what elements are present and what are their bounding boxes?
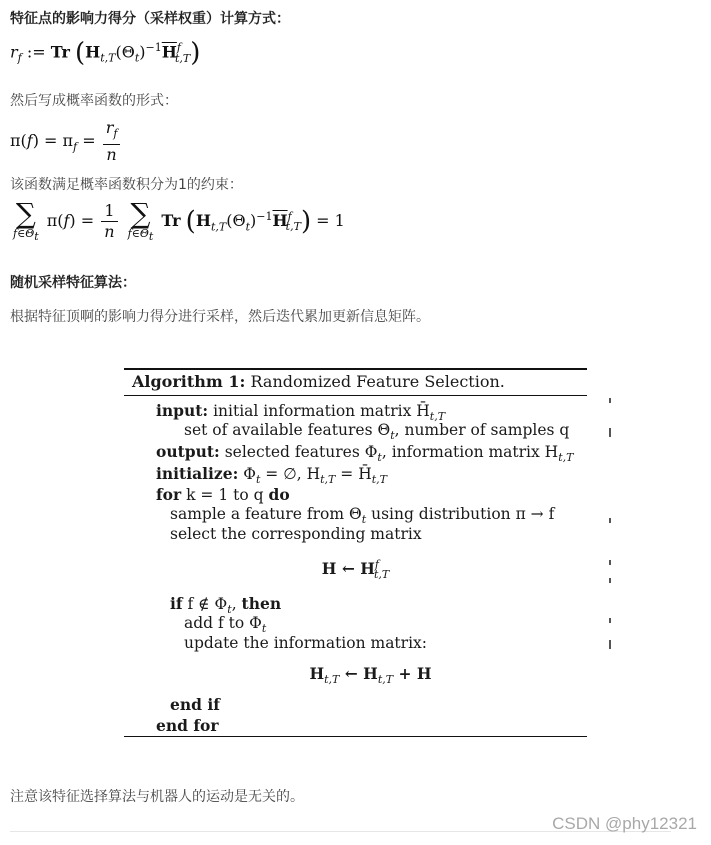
algo-if-rest: ,: [231, 595, 242, 613]
keyword-input: input:: [156, 401, 209, 420]
algo-line-for: [156, 485, 290, 504]
formula-probability: $\pi(f) = \pi_f$ = $\frac{r_f}{n}$: [10, 118, 122, 165]
algo-init-text: Φ: [238, 465, 256, 483]
algo-sample-rest: using distribution π → f: [366, 505, 555, 523]
keyword-do: do: [268, 485, 290, 504]
formula-constraint: ∑ $f\in\Theta_t$ π(f) = $\frac{1}{n}$ ∑ $f\in\Theta_t$ Tr $(H_{t,T}(\Theta_t)^{-1}\overline{H}^f_{t,T}) = 1$: [13, 197, 345, 244]
algo-line-endfor: [156, 716, 219, 735]
keyword-for: for: [156, 485, 182, 504]
algo-line-output: [156, 442, 573, 464]
algo-line-add: [184, 614, 266, 635]
algo-if-sub: t: [227, 603, 232, 617]
algo-init-sub3: t,T: [371, 473, 387, 487]
keyword-end-for: end for: [156, 716, 219, 735]
algo-init-rest: = ∅, H: [260, 465, 321, 483]
algorithm-title-divider: [124, 395, 587, 396]
algo-eq2-sub: t,T: [324, 673, 340, 687]
algo-update-text: update the information matrix:: [184, 634, 427, 652]
algo-input-sub: t,T: [429, 410, 446, 424]
keyword-then: then: [241, 594, 282, 613]
algo-set-text: set of available features Θ: [184, 421, 391, 439]
algo-sample-text: sample a feature from Θ: [170, 505, 362, 523]
cropped-text-fragment: [609, 398, 611, 403]
algorithm-title-label: Algorithm 1:: [132, 372, 246, 391]
algo-for-text: k = 1 to q: [181, 486, 269, 504]
algo-init-sub: t: [255, 473, 261, 487]
algo-eq2-left: H: [309, 664, 325, 683]
watermark: CSDN @phy12321: [552, 814, 697, 833]
keyword-end-if: end if: [170, 695, 220, 714]
algo-equation-update: [124, 664, 587, 686]
algo-if-text: f ∉ Φ: [182, 595, 228, 613]
algo-eq2-sub2: t,T: [377, 673, 394, 687]
algo-output-rest: , information matrix H: [381, 443, 559, 461]
cropped-text-fragment: [609, 578, 611, 583]
algo-line-endif: [170, 695, 220, 714]
algorithm-figure: [124, 368, 587, 737]
paragraph-probability-form: 然后写成概率函数的形式：: [10, 93, 178, 109]
paragraph-sampling-description: 根据特征顶啊的影响力得分进行采样，然后迭代累加更新信息矩阵。: [10, 309, 430, 325]
algo-set-sub: t: [390, 429, 395, 443]
algo-eq1-left: H ← H: [321, 559, 375, 579]
algo-output-sub: t: [377, 451, 382, 465]
keyword-output: output:: [156, 442, 220, 461]
algo-line-select: [170, 525, 422, 543]
algo-output-sub2: t,T: [558, 451, 574, 465]
cropped-text-fragment: [609, 618, 611, 623]
algo-eq2-right: + H: [393, 664, 432, 683]
algo-select-text: select the corresponding matrix: [170, 525, 422, 543]
algo-line-update: [184, 634, 427, 652]
algorithm-title: [132, 372, 505, 391]
keyword-initialize: initialize:: [156, 464, 239, 483]
algo-equation-select: [124, 558, 587, 581]
algo-line-initialize: [156, 464, 387, 486]
algo-line-if: [170, 594, 281, 616]
paragraph-note: 注意该特征选择算法与机器人的运动是无关的。: [10, 789, 304, 805]
cropped-text-fragment: [609, 428, 611, 437]
cropped-text-fragment: [609, 640, 611, 649]
cropped-text-fragment: [609, 518, 611, 523]
algo-line-input: [156, 401, 445, 423]
keyword-if: if: [170, 594, 183, 613]
algo-eq1-sup: f: [374, 558, 379, 571]
algo-eq1-sub: t,T: [373, 568, 390, 582]
formula-influence-score: $r_f$ := Tr $(H_{t,T}(\Theta_t)^{-1}\overline{H}^f_{t,T})$: [10, 38, 201, 68]
algo-line-sample: [170, 505, 554, 526]
algo-add-text: add f to Φ: [184, 614, 262, 632]
algo-output-text: selected features Φ: [219, 443, 378, 461]
section-heading-influence-score: 特征点的影响力得分（采样权重）计算方式：: [10, 11, 290, 27]
algo-add-sub: t: [261, 622, 267, 636]
paragraph-constraint: 该函数满足概率函数积分为1的约束：: [10, 177, 243, 193]
section-heading-random-sampling: 随机采样特征算法：: [10, 275, 136, 291]
algo-set-rest: , number of samples q: [394, 421, 570, 439]
algo-init-sub2: t,T: [320, 473, 336, 487]
algorithm-title-text: Randomized Feature Selection.: [245, 372, 505, 391]
cropped-text-fragment: [609, 560, 611, 565]
algo-init-rest2: = H̄: [335, 465, 372, 483]
algo-eq2-mid: ← H: [339, 664, 378, 683]
algo-input-text: initial information matrix H̄: [208, 402, 430, 420]
algo-line-set: [184, 421, 569, 442]
algo-sample-sub: t: [361, 513, 367, 527]
